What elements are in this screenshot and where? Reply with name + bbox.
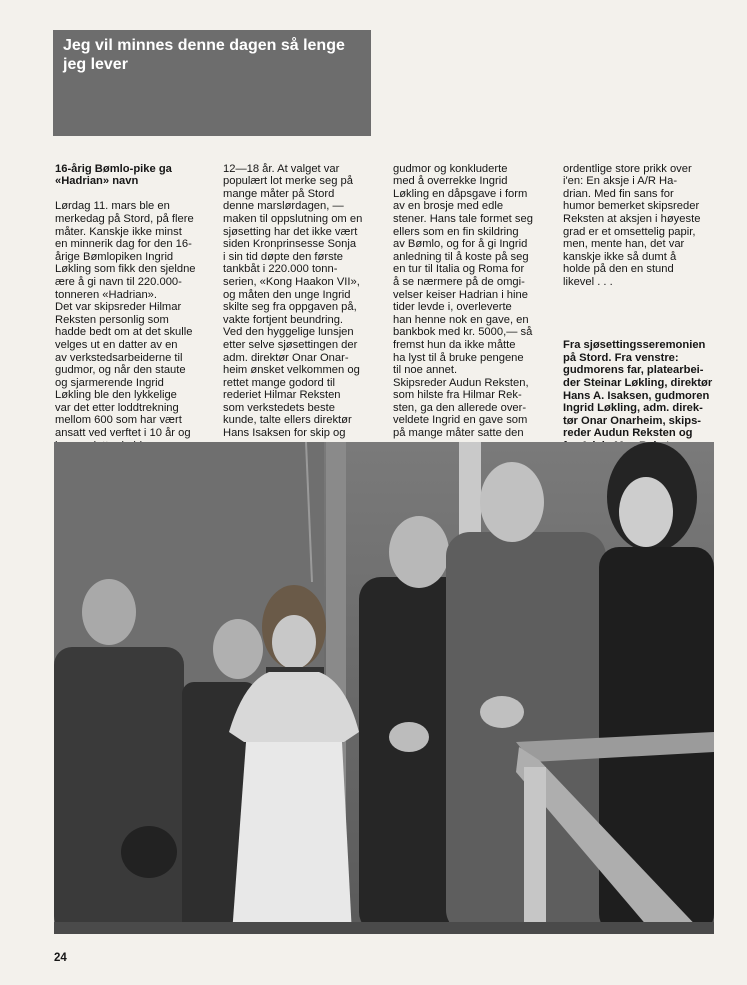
article-text-4: ordentlige store prikk over i'en: En aksje i A/R Ha- drian. Med fin sans for humor bemerket skipsreder Reksten at aksjen i høyeste grad er et omsettelig papir, men, mente han, det var kanskje ikke så dumt å holde på den en stund likevel . . .	[563, 162, 701, 288]
article-text-2: 12—18 år. At valget var populært lot merke seg på mange måter på Stord denne marslørdagen, — maken til oppslutning om en sjøsetting har det ikke vært siden Kronprinsesse Sonja i sin tid døpte den første tankbåt i 220.000 tonn- serien, «Kong Haakon VII», og måten den unge Ingrid skilte seg fra oppgaven på, vakte fortjent beundring. Ved den hyggelige lunsjen etter selve sjøsettingen der adm. direktør Onar Onar- heim ønsket velkommen og rettet mange godord til rederiet Hilmar Reksten som verkstedets beste kunde, talte ellers direktør Hans Isaksen for skip og	[223, 162, 363, 440]
article-column-3	[393, 150, 553, 452]
headline-box	[53, 30, 371, 136]
ceremony-photo	[54, 442, 714, 934]
article-column-2	[223, 150, 383, 452]
article-column-4	[563, 150, 723, 465]
page-number: 24	[54, 952, 67, 964]
headline: Jeg vil minnes denne dagen så lenge jeg lever	[63, 37, 345, 73]
photo-caption: Fra sjøsettingsseremonien på Stord. Fra venstre: gudmorens far, platearbei- der Steinar Løkling, direktør Hans A. Isaksen, gudmoren Ingrid Løkling, adm. direk- tør Onar Onarheim, skips- reder Audun Reksten og	[563, 339, 713, 440]
article-text-1: Lørdag 11. mars ble en merkedag på Stord, på flere måter. Kanskje ikke minst en minnerik dag for den 16- årige Bømlopiken Ingrid Løkling som fikk den sjeldne ære å gi navn til 220.000- tonneren «Hadrian». Det var skipsreder Hilmar Reksten personlig som hadde bedt om at det skulle velges ut en datter av en av verkstedsarbeiderne til gudmor, og når den staute og sjarmerende Ingrid Løkling ble den lykkelige var det etter loddtrekning mellom 600 som har vært ansatt ved verftet i 10 år og	[55, 200, 196, 440]
ceremony-photo-illustration	[54, 442, 714, 934]
article-text-3: gudmor og konkluderte med å overrekke Ingrid Løkling en dåpsgave i form av en brosje med edle stener. Hans tale formet seg ellers som en fin skildring av Bømlo, og for å gi Ingrid anledning til å koste på seg en tur til Italia og Roma for å se nærmere på de omgi- velser keiser Hadrian i hine tider levde i, overleverte han henne nok en gave, en bankbok med kr. 5000,— så fremst hun da ikke måtte ha lyst til å bruke pengene til noe annet. Skipsreder Audun Reksten, som hilste fra Hilmar Rek- sten, ga den allerede over- veldete Ingrid en gave som på mange måter satte den	[393, 162, 533, 440]
article-subhead: 16-årig Bømlo-pike ga «Hadrian» navn	[55, 162, 172, 188]
article-column-1	[55, 150, 215, 465]
